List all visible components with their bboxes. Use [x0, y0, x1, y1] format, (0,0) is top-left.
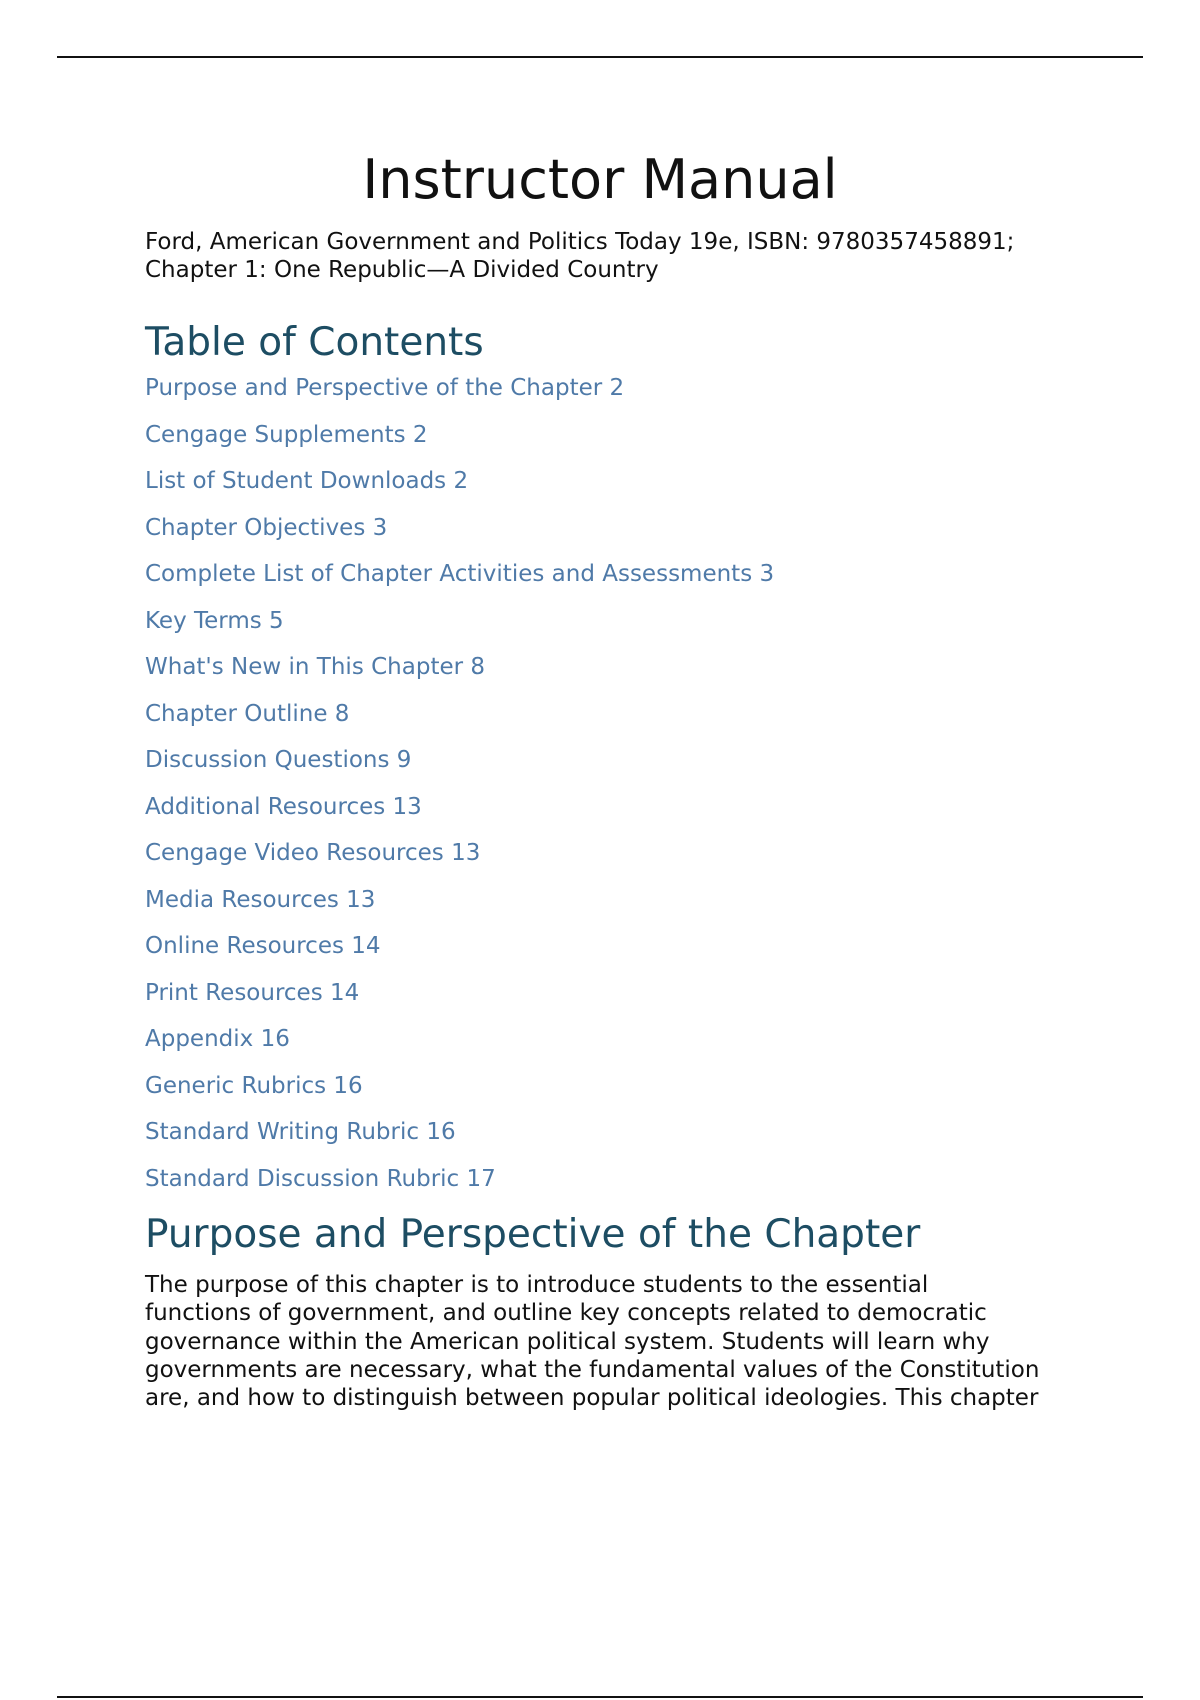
toc-link[interactable]: Chapter Outline 8	[145, 700, 350, 727]
toc-link[interactable]: Standard Writing Rubric 16	[145, 1119, 456, 1145]
document-title: Instructor Manual	[362, 148, 838, 211]
bottom-rule	[57, 1696, 1143, 1698]
toc-link[interactable]: Key Terms 5	[145, 607, 284, 634]
toc-link[interactable]: Complete List of Chapter Activities and Assessments 3	[145, 561, 775, 587]
toc-link[interactable]: Standard Discussion Rubric 17	[145, 1165, 496, 1192]
toc-link[interactable]: Print Resources 14	[145, 979, 360, 1006]
toc-link[interactable]: Discussion Questions 9	[145, 747, 412, 773]
paragraph-line: functions of government, and outline key concepts related to democratic	[145, 1300, 987, 1327]
purpose-paragraph	[145, 1271, 1085, 1412]
toc-link[interactable]: Appendix 16	[145, 1026, 290, 1052]
paragraph-line: governments are necessary, what the fundamental values of the Constitution	[145, 1356, 1040, 1383]
toc-heading: Table of Contents	[145, 320, 484, 365]
page-content	[145, 140, 1085, 1412]
subtitle-line: Ford, American Government and Politics Today 19e, ISBN: 9780357458891;	[145, 229, 1015, 255]
toc-link[interactable]: Purpose and Perspective of the Chapter 2	[145, 375, 625, 401]
table-of-contents	[145, 374, 1085, 1193]
paragraph-line: The purpose of this chapter is to introduce students to the essential	[145, 1272, 929, 1298]
document-subtitle	[145, 228, 1085, 284]
toc-link[interactable]: Online Resources 14	[145, 933, 381, 959]
toc-link[interactable]: Cengage Video Resources 13	[145, 840, 481, 866]
subtitle-line: Chapter 1: One Republic—A Divided Country	[145, 257, 659, 283]
toc-link[interactable]: Chapter Objectives 3	[145, 514, 388, 541]
toc-link[interactable]: Additional Resources 13	[145, 793, 422, 820]
toc-link[interactable]: Cengage Supplements 2	[145, 421, 428, 448]
top-rule	[57, 56, 1143, 58]
paragraph-line: governance within the American political system. Students will learn why	[145, 1328, 990, 1355]
toc-link[interactable]: What's New in This Chapter 8	[145, 654, 486, 680]
toc-link[interactable]: Media Resources 13	[145, 886, 376, 913]
purpose-heading: Purpose and Perspective of the Chapter	[145, 1212, 921, 1257]
paragraph-line: are, and how to distinguish between popular political ideologies. This chapter	[145, 1385, 1039, 1412]
toc-link[interactable]: List of Student Downloads 2	[145, 468, 469, 494]
toc-link[interactable]: Generic Rubrics 16	[145, 1072, 363, 1099]
